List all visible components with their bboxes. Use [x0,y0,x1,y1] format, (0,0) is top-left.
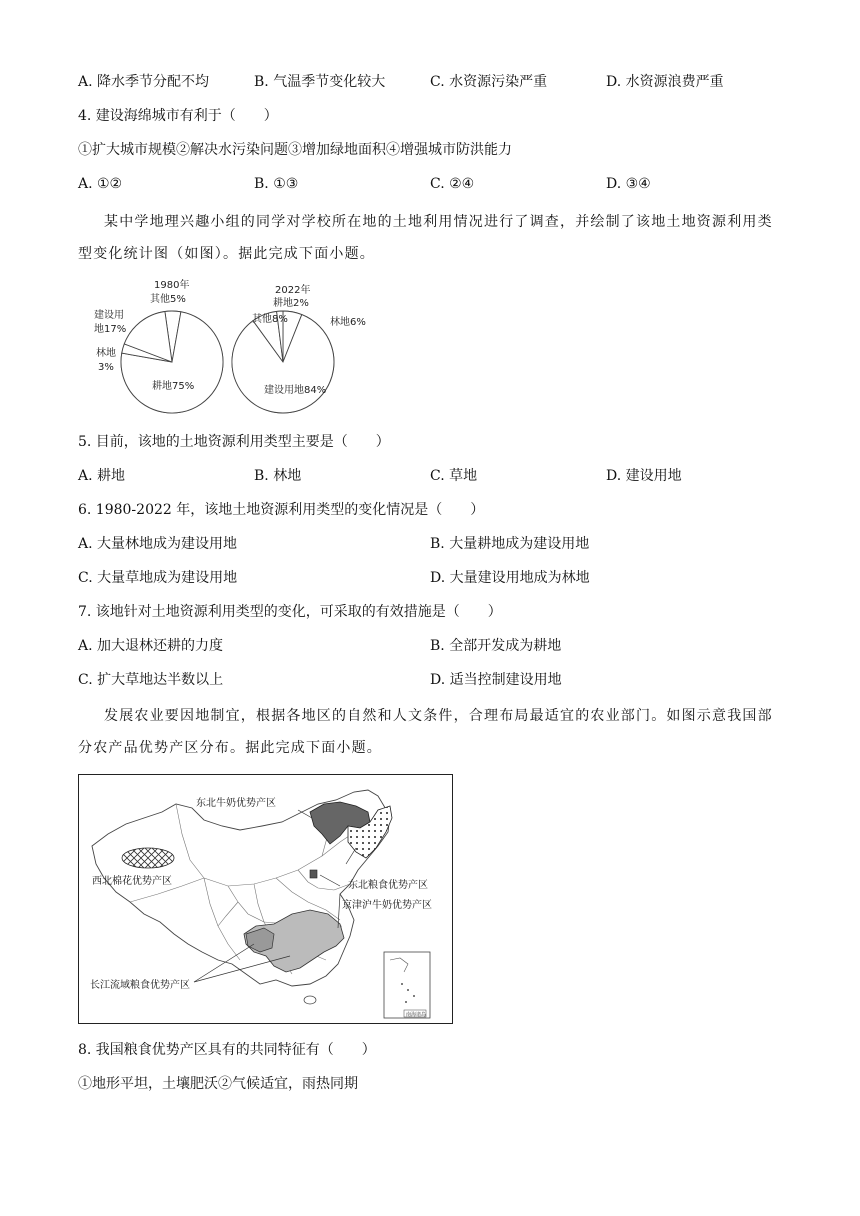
q3-option-c: C. 水资源污染严重 [430,74,548,90]
q6-option-c: C. 大量草地成为建设用地 [78,570,238,586]
jjh-milk-label: 京津沪牛奶优势产区 [342,900,432,911]
nw-cotton-label: 西北棉花优势产区 [92,876,172,887]
land-use-pie-figure [80,276,380,426]
q4-option-c: C. ②④ [430,176,475,192]
pie-2022 [232,311,334,413]
q3-option-b: B. 气温季节变化较大 [254,74,386,90]
passage-agriculture [78,700,782,764]
q7-option-d: D. 适当控制建设用地 [430,672,562,688]
passage-land-use [78,206,782,270]
q8-stem: 8. 我国粮食优势产区具有的共同特征有（ ） [78,1042,376,1058]
q6-option-d: D. 大量建设用地成为林地 [430,570,590,586]
yangtze-grain-label: 长江流域粮食优势产区 [90,980,190,991]
south-china-sea-inset [384,952,430,1018]
q5-option-c: C. 草地 [430,468,478,484]
pie2022-other-label: 其他8% [252,314,288,325]
pie-1980 [121,311,223,413]
inset-label: 南海诸岛 [406,1012,427,1018]
ne-grain-label: 东北粮食优势产区 [348,880,428,891]
q7-stem: 7. 该地针对土地资源利用类型的变化，可采取的有效措施是（ ） [78,604,502,620]
agriculture-map-figure [78,774,453,1024]
q7-option-b: B. 全部开发成为耕地 [430,638,562,654]
pie1980-forest-label-1: 林地 [96,348,116,359]
q5-stem: 5. 目前，该地的土地资源利用类型主要是（ ） [78,434,390,450]
passage-agriculture-text: 发展农业要因地制宜，根据各地区的自然和人文条件，合理布局最适宜的农业部门。如图示意我国部分农产品优势产区分布。据此完成下面小题。 [78,708,773,756]
q6-option-b: B. 大量耕地成为建设用地 [430,536,590,552]
q6-stem: 6. 1980-2022 年，该地土地资源利用类型的变化情况是（ ） [78,502,485,518]
pie2022-build-label: 建设用地84% [264,385,327,396]
q4-option-b: B. ①③ [254,176,299,192]
q6-option-a: A. 大量林地成为建设用地 [78,536,238,552]
q7-option-a: A. 加大退林还耕的力度 [78,638,224,654]
nw-cotton-region [122,848,174,868]
q5-option-b: B. 林地 [254,468,302,484]
ne-milk-label: 东北牛奶优势产区 [196,798,276,809]
pie1980-forest-label-2: 3% [98,362,114,373]
q5-option-d: D. 建设用地 [606,468,682,484]
q4-option-a: A. ①② [78,176,123,192]
pie1980-other-label: 其他5% [150,294,186,305]
pie2022-farm-label: 耕地2% [273,298,309,309]
q3-option-d: D. 水资源浪费严重 [606,74,724,90]
pie1980-farm-label: 耕地75% [152,381,195,392]
q8-items: ①地形平坦，土壤肥沃②气候适宜，雨热同期 [78,1076,358,1092]
jjh-milk-region-north [310,870,317,878]
q4-stem: 4. 建设海绵城市有利于（ ） [78,108,278,124]
q7-option-c: C. 扩大草地达半数以上 [78,672,224,688]
pie2022-year-label: 2022年 [275,285,311,296]
pie2022-forest-label: 林地6% [330,317,366,328]
pie1980-build-label-1: 建设用 [94,310,124,321]
q4-items: ①扩大城市规模②解决水污染问题③增加绿地面积④增强城市防洪能力 [78,142,512,158]
q3-option-a: A. 降水季节分配不均 [78,74,210,90]
q4-option-d: D. ③④ [606,176,651,192]
passage-land-use-text: 某中学地理兴趣小组的同学对学校所在地的土地利用情况进行了调查，并绘制了该地土地资源利用类型变化统计图（如图）。据此完成下面小题。 [78,214,773,262]
q5-option-a: A. 耕地 [78,468,126,484]
pie1980-year-label: 1980年 [154,280,190,291]
pie1980-build-label-2: 地17% [94,324,127,335]
